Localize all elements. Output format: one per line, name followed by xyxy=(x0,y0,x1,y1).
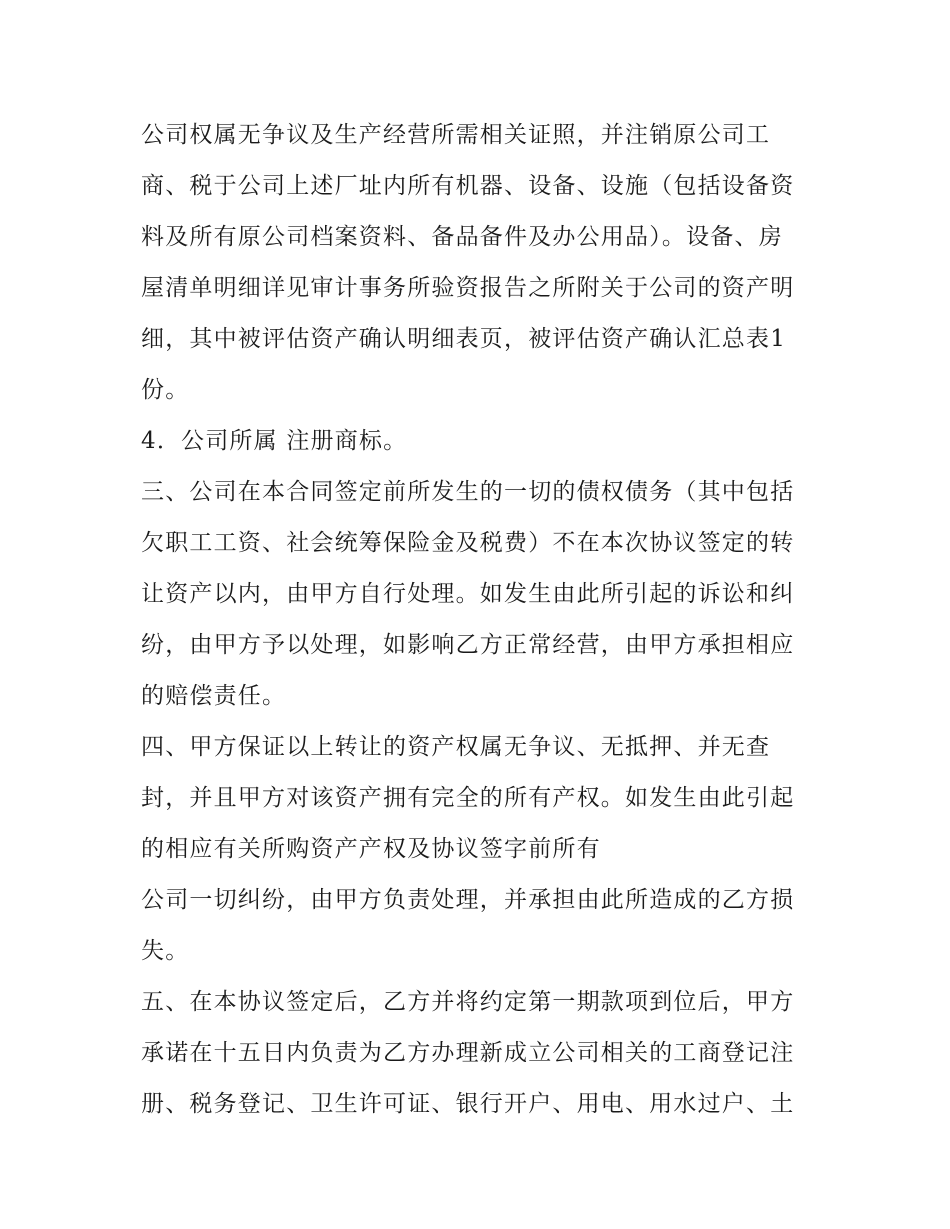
text-line: 失。 xyxy=(141,938,190,964)
text-line: 4．公司所属 注册商标。 xyxy=(141,428,408,454)
text-line: 承诺在十五日内负责为乙方办理新成立公司相关的工商登记注 xyxy=(141,1040,795,1066)
text-line: 的相应有关所购资产产权及协议签字前所有 xyxy=(141,836,601,862)
text-line: 的赔偿责任。 xyxy=(141,683,287,709)
text-line: 公司一切纠纷，由甲方负责处理，并承担由此所造成的乙方损 xyxy=(141,887,795,913)
text-line: 五、在本协议签定后，乙方并将约定第一期款项到位后，甲方 xyxy=(141,989,795,1015)
text-line: 细，其中被评估资产确认明细表页，被评估资产确认汇总表1 xyxy=(141,326,787,352)
text-line: 四、甲方保证以上转让的资产权属无争议、无抵押、并无查 xyxy=(141,734,771,760)
text-line: 让资产以内，由甲方自行处理。如发生由此所引起的诉讼和纠 xyxy=(141,581,795,607)
text-line: 份。 xyxy=(141,377,190,403)
text-line: 欠职工工资、社会统筹保险金及税费）不在本次协议签定的转 xyxy=(141,530,795,556)
text-line: 屋清单明细详见审计事务所验资报告之所附关于公司的资产明 xyxy=(141,275,795,301)
text-line: 料及所有原公司档案资料、备品备件及办公用品）。设备、房 xyxy=(141,224,783,250)
text-line: 三、公司在本合同签定前所发生的一切的债权债务（其中包括 xyxy=(141,479,795,505)
text-line: 纷，由甲方予以处理，如影响乙方正常经营，由甲方承担相应 xyxy=(141,632,795,658)
text-line: 册、税务登记、卫生许可证、银行开户、用电、用水过户、土 xyxy=(141,1091,795,1117)
text-line: 公司权属无争议及生产经营所需相关证照，并注销原公司工 xyxy=(141,122,771,148)
document-body xyxy=(141,110,821,1130)
text-line: 封，并且甲方对该资产拥有完全的所有产权。如发生由此引起 xyxy=(141,785,795,811)
text-line: 商、税于公司上述厂址内所有机器、设备、设施（包括设备资 xyxy=(141,173,795,199)
